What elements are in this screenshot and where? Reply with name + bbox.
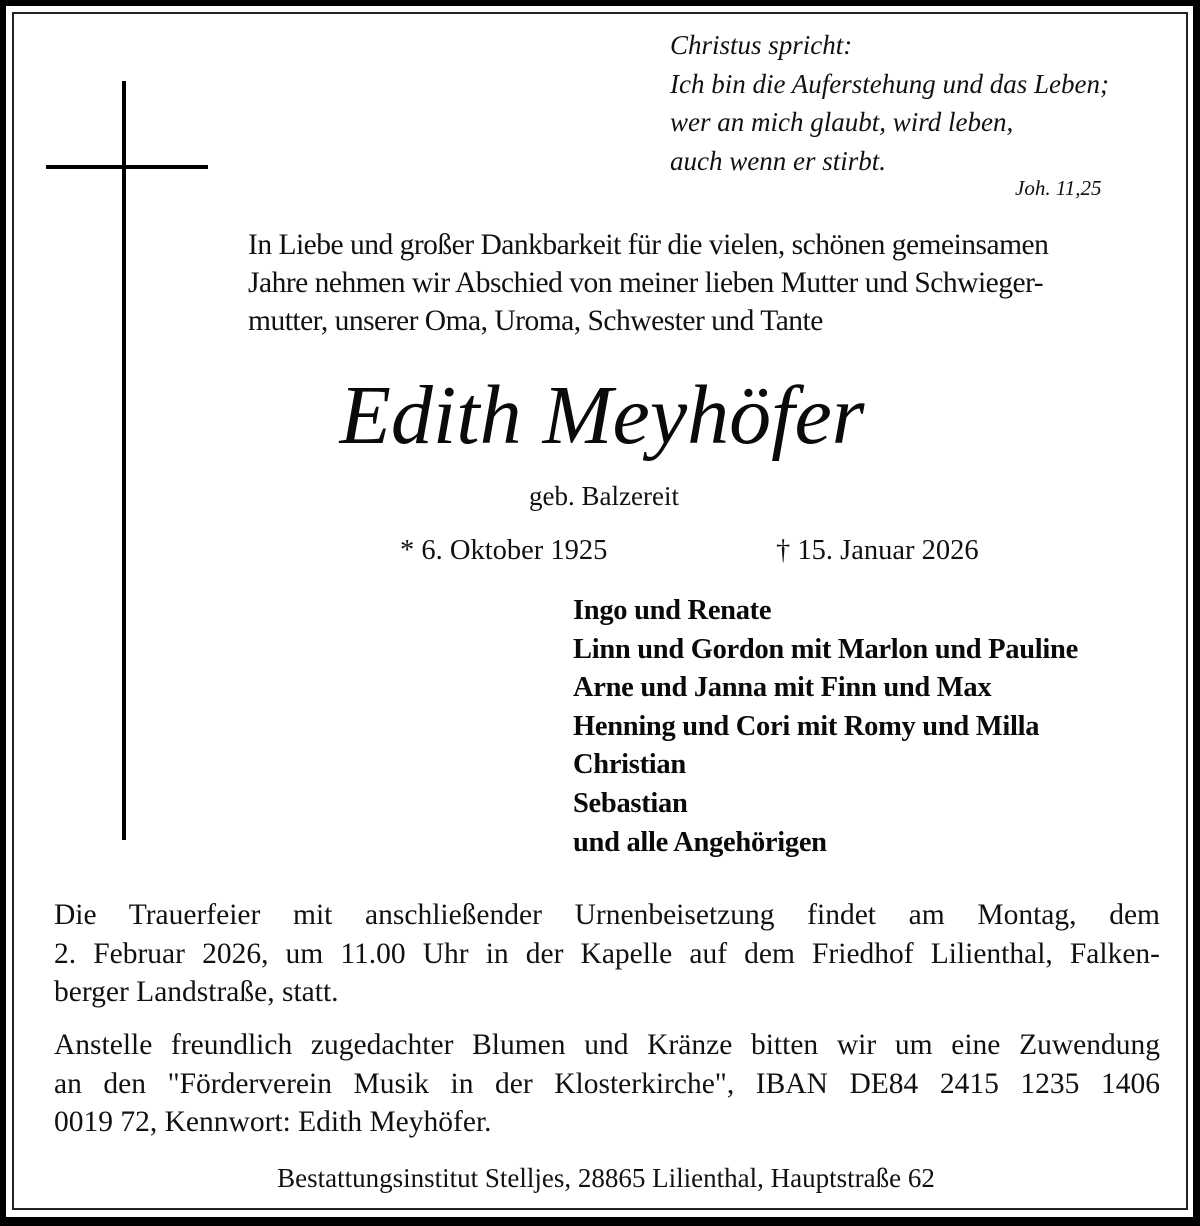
bible-verse — [670, 26, 1109, 180]
intro-text — [248, 226, 1048, 340]
mourner-entry: Arne und Janna mit Finn und Max — [573, 672, 992, 704]
mourner-entry: Ingo und Renate — [573, 595, 772, 626]
deceased-name-text: Edith Meyhöfer — [339, 369, 865, 462]
birth-name-text: geb. Balzereit — [529, 481, 679, 511]
donation-line: Anstelle freundlich zugedachter Blumen und Kränze bitten wir um eine Zuwendung — [54, 1029, 1160, 1061]
death-date: † 15. Januar 2026 — [776, 535, 979, 566]
funeral-home-text: Bestattungsinstitut Stelljes, 28865 Lilienthal, Hauptstraße 62 — [277, 1163, 935, 1193]
donation-line: 0019 72, Kennwort: Edith Meyhöfer. — [54, 1106, 492, 1138]
verse-line: wer an mich glaubt, wird leben, — [670, 107, 1014, 137]
birth-date: * 6. Oktober 1925 — [400, 535, 608, 566]
verse-line: Ich bin die Auferstehung und das Leben; — [670, 68, 1109, 99]
intro-line: mutter, unserer Oma, Uroma, Schwester und Tante — [248, 305, 823, 337]
mourner-entry: und alle Angehörigen — [573, 826, 827, 858]
verse-line: auch wenn er stirbt. — [670, 145, 886, 176]
deceased-name — [0, 366, 1200, 466]
mourner-entry: Henning und Cori mit Romy und Milla — [573, 710, 1040, 742]
mourner-entry: Linn und Gordon mit Marlon und Pauline — [573, 633, 1078, 665]
cross-horizontal-bar — [46, 165, 208, 169]
mourners-list — [573, 592, 1078, 862]
donation-request — [54, 1026, 1160, 1142]
mourner-entry: Christian — [573, 749, 686, 781]
funeral-line: berger Landstraße, statt. — [54, 976, 339, 1008]
funeral-details — [54, 896, 1160, 1012]
mourner-entry: Sebastian — [573, 787, 688, 819]
birth-name — [0, 478, 1200, 514]
intro-line: In Liebe und großer Dankbarkeit für die vielen, schönen gemeinsamen — [248, 229, 1049, 261]
funeral-line: Die Trauerfeier mit anschließender Urnenbeisetzung findet am Montag, dem — [54, 899, 1160, 931]
funeral-line: 2. Februar 2026, um 11.00 Uhr in der Kapelle auf dem Friedhof Lilienthal, Falken- — [54, 937, 1160, 970]
intro-line: Jahre nehmen wir Abschied von meiner lieben Mutter und Schwieger- — [248, 267, 1044, 299]
donation-line: an den "Förderverein Musik in der Klosterkirche", IBAN DE84 2415 1235 1406 — [54, 1067, 1160, 1100]
verse-line: Christus spricht: — [670, 30, 853, 60]
verse-reference: Joh. 11,25 — [1015, 176, 1102, 200]
funeral-home — [0, 1160, 1200, 1196]
